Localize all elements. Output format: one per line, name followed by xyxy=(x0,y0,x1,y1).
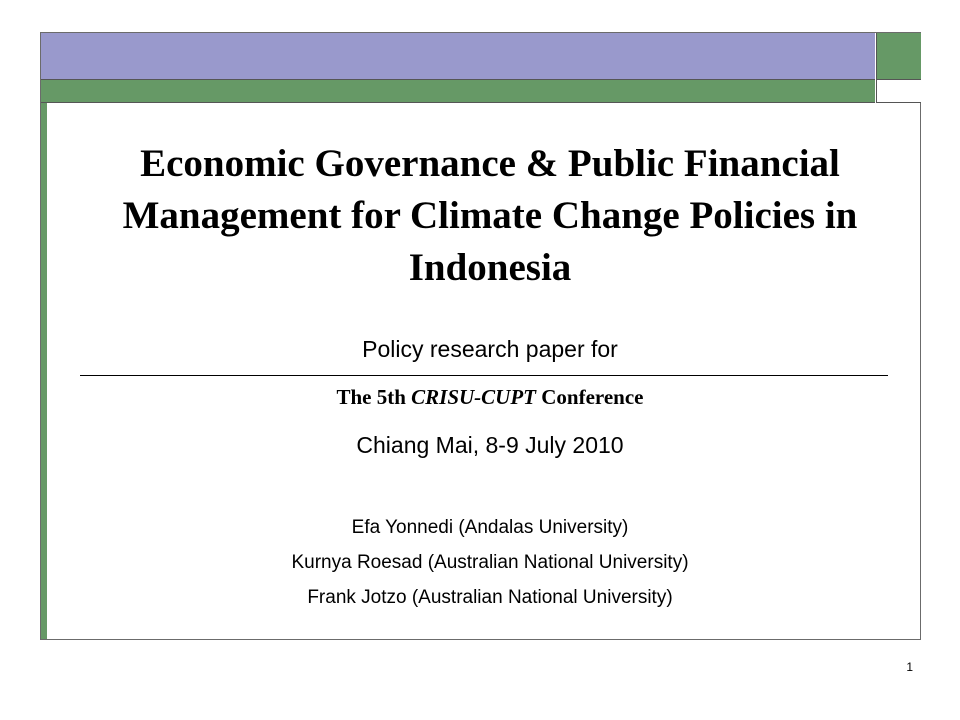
header-corner-green-box xyxy=(876,33,921,80)
conference-name: CRISU-CUPT xyxy=(411,385,537,409)
author-item: Kurnya Roesad (Australian National University) xyxy=(291,552,689,573)
conference-suffix: Conference xyxy=(536,385,644,409)
conference-line xyxy=(60,385,920,410)
header-bar-purple xyxy=(41,33,875,80)
author-list xyxy=(60,510,920,615)
page-number: 1 xyxy=(906,660,913,674)
header-bar-green xyxy=(41,80,875,103)
conference-prefix: The 5th xyxy=(336,385,412,409)
slide-title: Economic Governance & Public Financial Management for Climate Change Policies in Indonesia xyxy=(122,142,858,289)
divider-line xyxy=(80,375,888,376)
author-item: Efa Yonnedi (Andalas University) xyxy=(351,517,629,538)
header-corner-white-box xyxy=(876,80,921,103)
slide-subtitle: Policy research paper for xyxy=(362,336,618,362)
left-accent-stripe xyxy=(41,103,47,639)
conference-location-date: Chiang Mai, 8-9 July 2010 xyxy=(356,432,624,458)
author-item: Frank Jotzo (Australian National University) xyxy=(307,587,673,608)
